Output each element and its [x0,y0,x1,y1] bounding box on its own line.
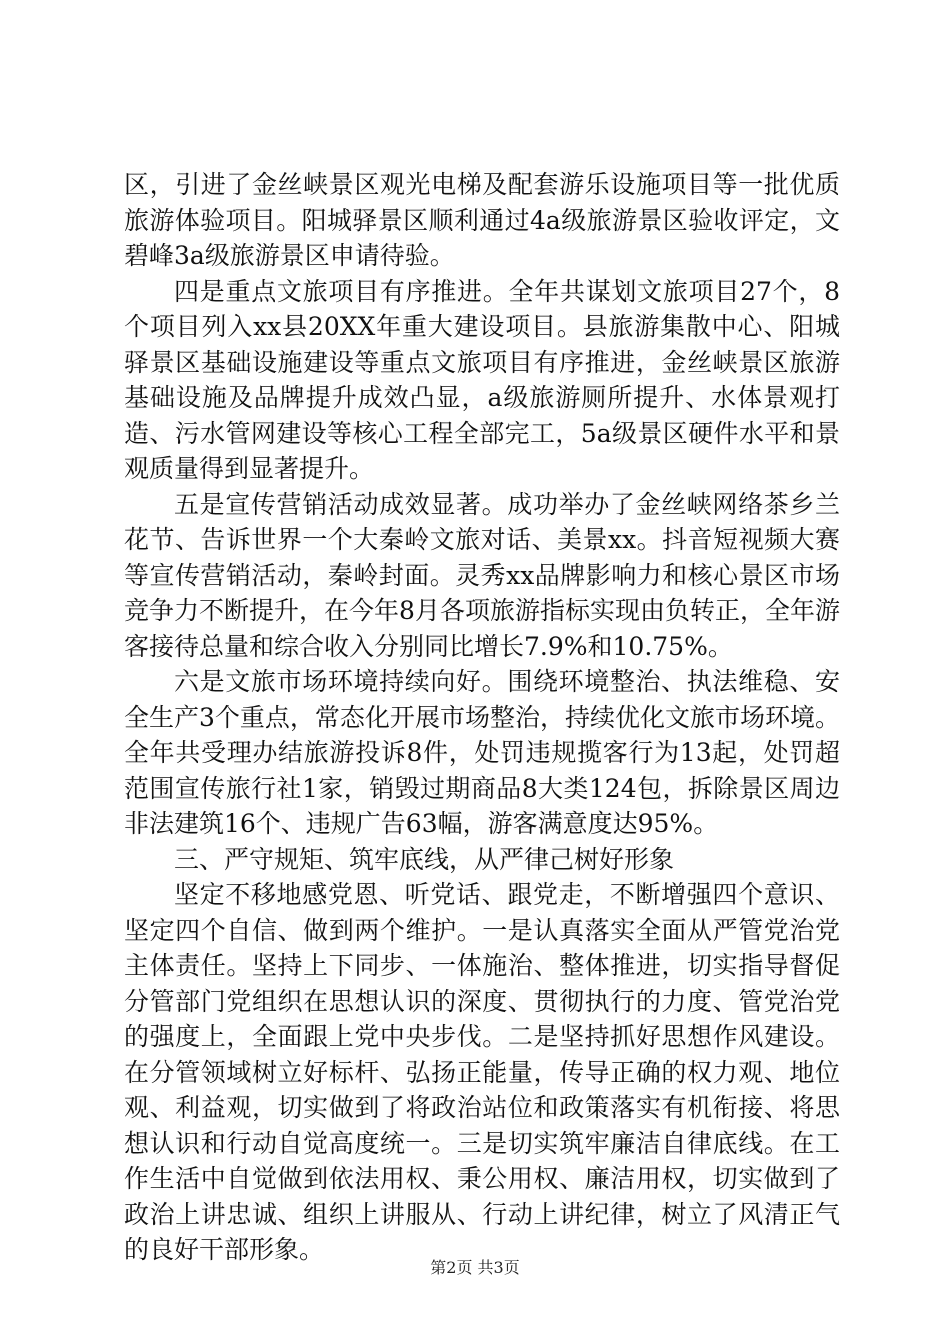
page-total: 共3页 [477,1258,520,1277]
paragraph-item-four: 四是重点文旅项目有序推进。全年共谋划文旅项目27个，8个项目列入xx县20XX年重大建设项目。县旅游集散中心、阳城驿景区基础设施建设等重点文旅项目有序推进，金丝峡景区旅游基础设施及品牌提升成效凸显，a级旅游厕所提升、水体景观打造、污水管网建设等核心工程全部完工，5a级景区硬件水平和景观质量得到显著提升。 [124,276,840,483]
page-footer [0,1255,950,1278]
section-heading: 三、严守规矩、筑牢底线，从严律己树好形象 [174,844,675,874]
document-body [124,167,840,1268]
page-number: 第2页 [430,1258,473,1277]
paragraph-section-three-body: 坚定不移地感党恩、听党话、跟党走，不断增强四个意识、坚定四个自信、做到两个维护。一是认真落实全面从严管党治党主体责任。坚持上下同步、一体施治、整体推进，切实指导督促分管部门党组织在思想认识的深度、贯彻执行的力度、管党治党的强度上，全面跟上党中央步伐。二是坚持抓好思想作风建设。在分管领域树立好标杆、弘扬正能量，传导正确的权力观、地位观、利益观，切实做到了将政治站位和政策落实有机衔接、将思想认识和行动自觉高度统一。三是切实筑牢廉洁自律底线。在工作生活中自觉做到依法用权、秉公用权、廉洁用权，切实做到了政治上讲忠诚、组织上讲服从、行动上讲纪律，树立了风清正气的良好干部形象。 [124,880,840,1264]
paragraph-item-five: 五是宣传营销活动成效显著。成功举办了金丝峡网络茶乡兰花节、告诉世界一个大秦岭文旅对话、美景xx。抖音短视频大赛等宣传营销活动，秦岭封面。灵秀xx品牌影响力和核心景区市场竞争力不断提升，在今年8月各项旅游指标实现由负转正，全年游客接待总量和综合收入分别同比增长7.9%和10.75%。 [124,489,840,661]
paragraph-item-six: 六是文旅市场环境持续向好。围绕环境整治、执法维稳、安全生产3个重点，常态化开展市场整治，持续优化文旅市场环境。全年共受理办结旅游投诉8件，处罚违规揽客行为13起，处罚超范围宣传旅行社1家，销毁过期商品8大类124包，拆除景区周边非法建筑16个、违规广告63幅，游客满意度达95%。 [124,667,840,838]
paragraph-continuation: 区，引进了金丝峡景区观光电梯及配套游乐设施项目等一批优质旅游体验项目。阳城驿景区顺利通过4a级旅游景区验收评定，文碧峰3a级旅游景区申请待验。 [124,170,840,270]
